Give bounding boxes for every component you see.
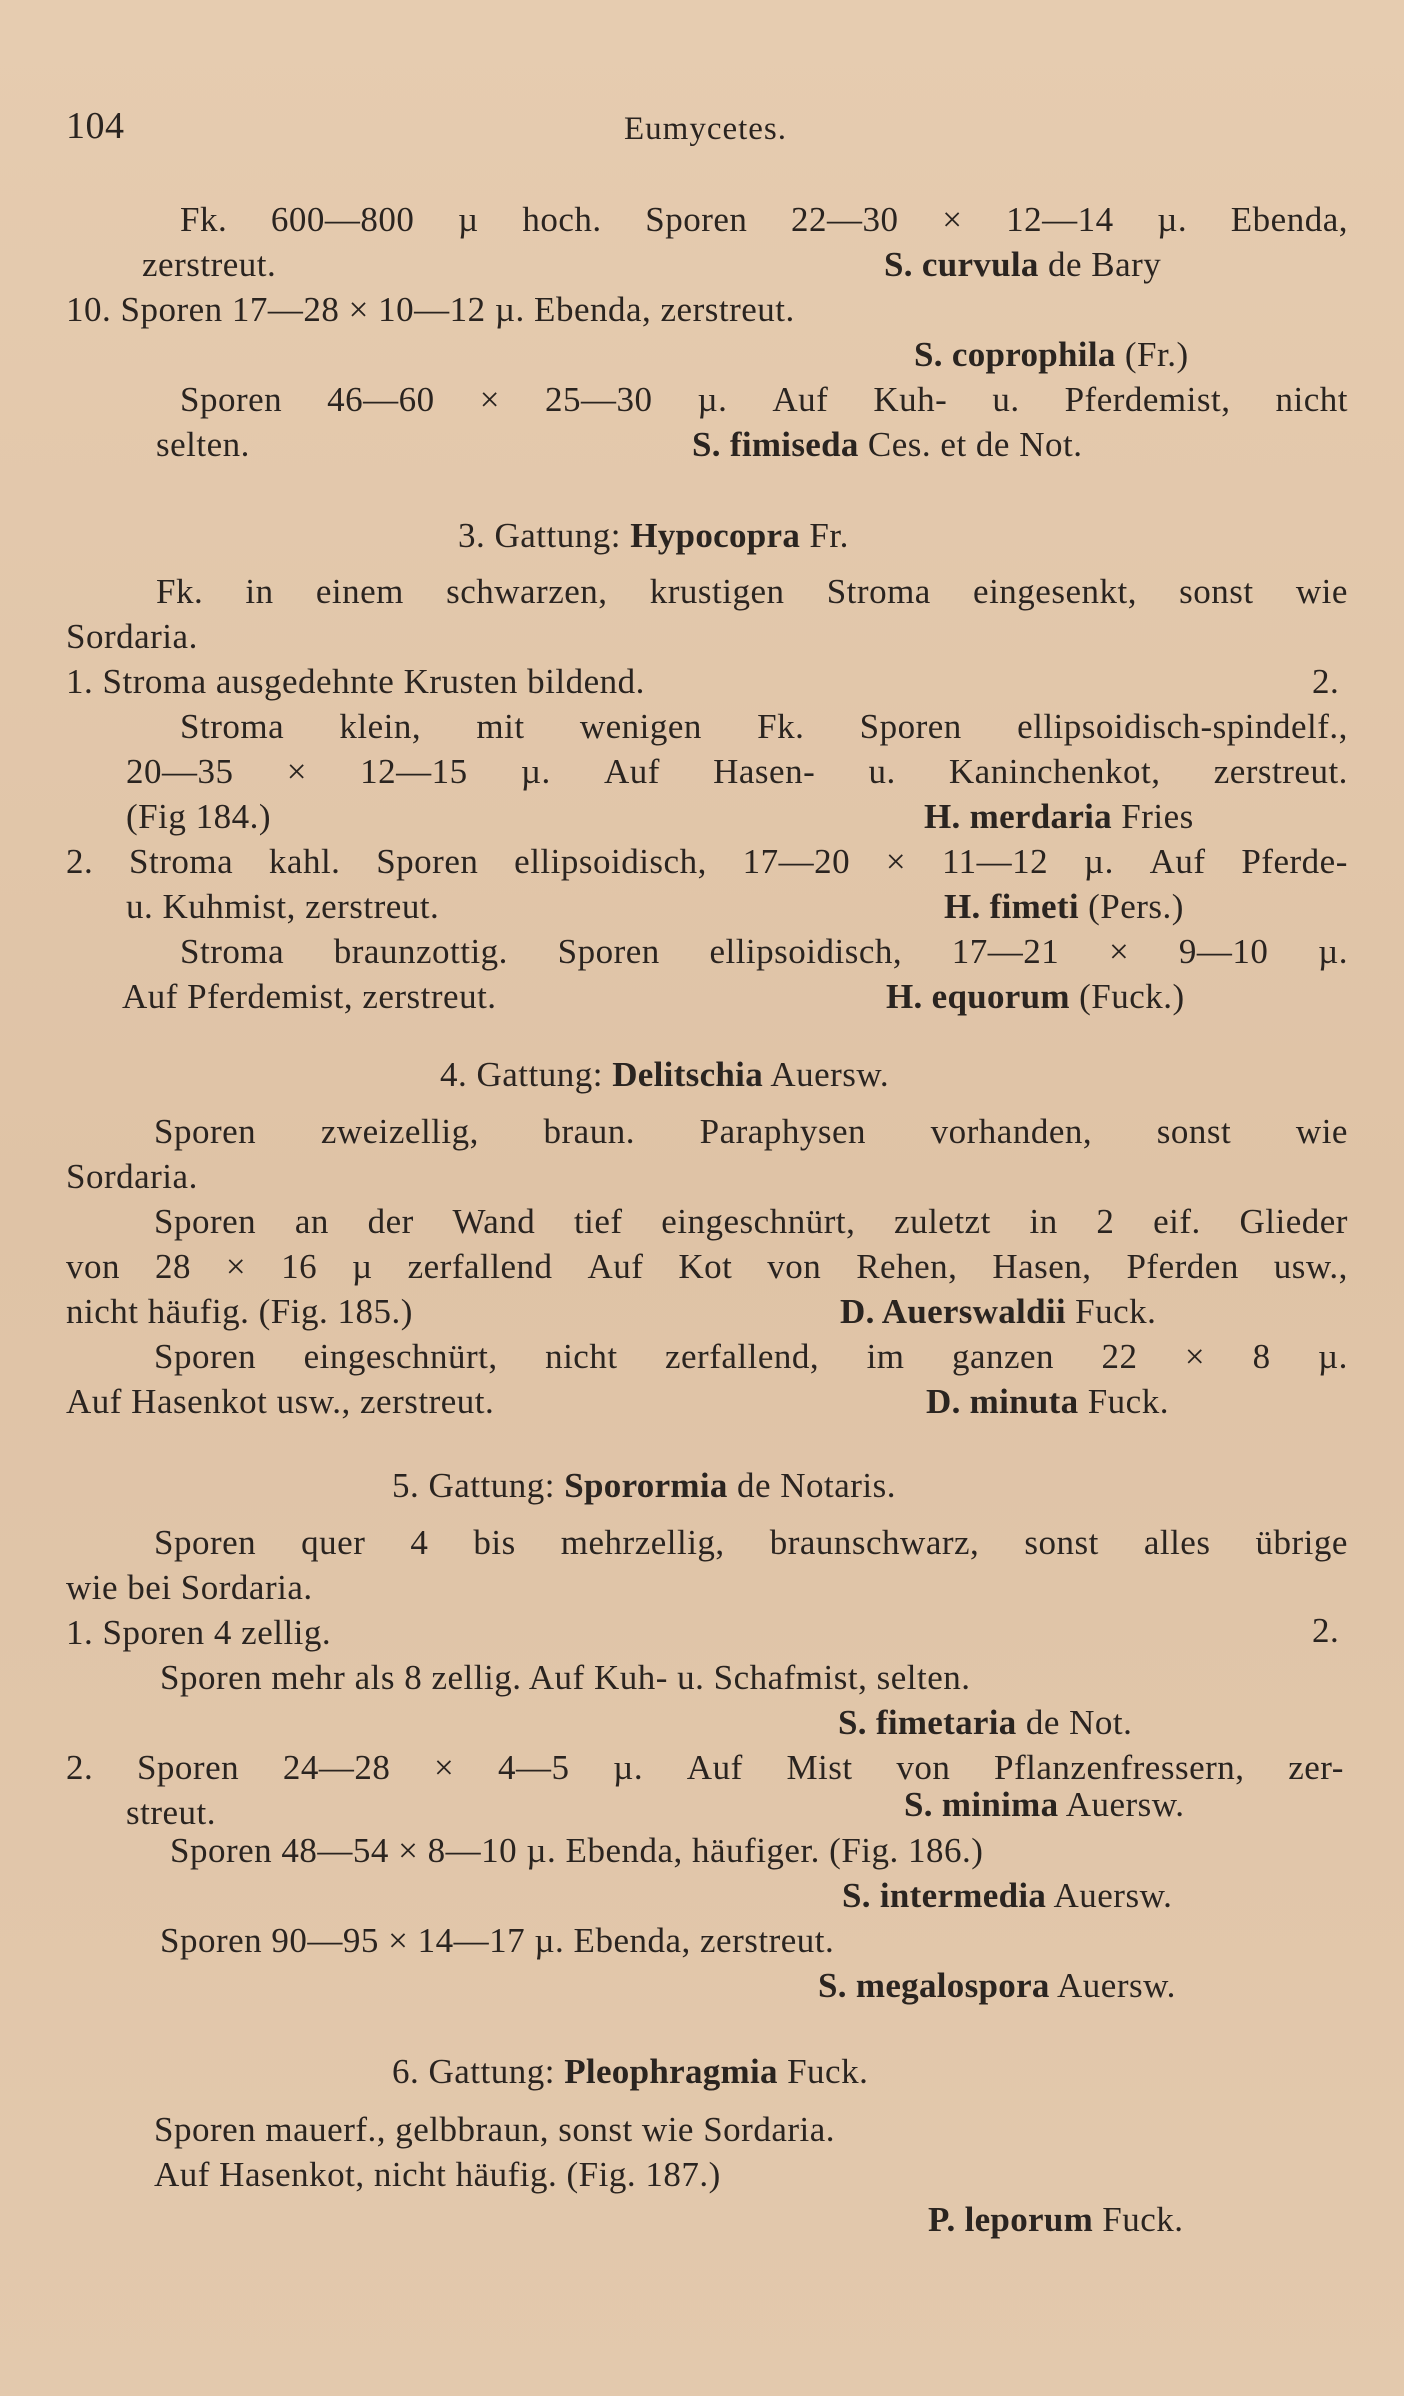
genus-name: Sporormia	[564, 1466, 728, 1505]
genus-author: Fr.	[809, 516, 849, 555]
text-line: Sporen eingeschnürt, nicht zerfallend, im ganzen 22 × 8 µ.	[154, 1337, 1348, 1376]
key-line: 1. Sporen 4 zellig.	[66, 1613, 332, 1652]
text-line: Fk. 600—800 µ hoch. Sporen 22—30 × 12—14 µ. Ebenda,	[180, 200, 1348, 239]
species-author: Fries	[1121, 797, 1194, 836]
species-entry	[944, 885, 1184, 929]
heading-prefix: 3. Gattung:	[458, 516, 621, 555]
genus-author: Fuck.	[787, 2052, 869, 2091]
text-line: Sporen quer 4 bis mehrzellig, braunschwarz, sonst alles übrige	[154, 1523, 1348, 1562]
species-name: H. fimeti	[944, 887, 1079, 926]
species-name: S. fimiseda	[692, 425, 859, 464]
text-line: 2. Stroma kahl. Sporen ellipsoidisch, 17—20 × 11—12 µ. Auf Pferde-	[66, 842, 1348, 881]
text-line: Sporen mehr als 8 zellig. Auf Kuh- u. Schafmist, selten.	[160, 1658, 971, 1697]
text-line: Stroma braunzottig. Sporen ellipsoidisch, 17—21 × 9—10 µ.	[180, 932, 1348, 971]
heading-prefix: 5. Gattung:	[392, 1466, 555, 1505]
species-author: Auersw.	[1065, 1785, 1185, 1824]
species-entry	[914, 333, 1189, 377]
species-author: Fuck.	[1075, 1292, 1157, 1331]
species-name: H. merdaria	[924, 797, 1112, 836]
species-author: Auersw.	[1057, 1966, 1176, 2005]
text-line: 10. Sporen 17—28 × 10—12 µ. Ebenda, zerstreut.	[66, 290, 795, 329]
text-line: 2. Sporen 24—28 × 4—5 µ. Auf Mist von Pflanzenfressern, zer-	[66, 1748, 1344, 1787]
species-entry	[886, 975, 1185, 1019]
text-line: Sordaria.	[66, 1157, 198, 1196]
text-line: Sporen 90—95 × 14—17 µ. Ebenda, zerstreut.	[160, 1921, 835, 1960]
species-entry	[840, 1290, 1156, 1334]
species-entry	[924, 795, 1194, 839]
species-entry	[692, 423, 1082, 467]
text-line: von 28 × 16 µ zerfallend Auf Kot von Rehen, Hasen, Pferden usw.,	[66, 1247, 1348, 1286]
genus-name: Hypocopra	[630, 516, 801, 555]
species-author: (Pers.)	[1088, 887, 1184, 926]
species-entry	[884, 243, 1161, 287]
species-author: Ces. et de Not.	[867, 425, 1083, 464]
text-line: streut.	[126, 1793, 217, 1832]
key-reference: 2.	[1312, 662, 1340, 701]
species-author: (Fr.)	[1124, 335, 1189, 374]
species-entry	[818, 1964, 1176, 2008]
text-line: Sporen 46—60 × 25—30 µ. Auf Kuh- u. Pferdemist, nicht	[180, 380, 1348, 419]
species-entry	[838, 1701, 1132, 1745]
text-line: nicht häufig. (Fig. 185.)	[66, 1292, 413, 1331]
genus-name: Pleophragmia	[564, 2052, 778, 2091]
text-line: Sporen zweizellig, braun. Paraphysen vorhanden, sonst wie	[154, 1112, 1348, 1151]
page-number: 104	[66, 105, 125, 147]
species-entry	[842, 1874, 1172, 1918]
heading-prefix: 4. Gattung:	[440, 1055, 603, 1094]
text-line: Auf Hasenkot, nicht häufig. (Fig. 187.)	[154, 2155, 721, 2194]
species-author: (Fuck.)	[1079, 977, 1185, 1016]
species-name: S. minima	[904, 1785, 1059, 1824]
species-author: de Bary	[1047, 245, 1162, 284]
species-name: D. Auerswaldii	[840, 1292, 1066, 1331]
section-heading	[440, 1053, 889, 1097]
species-entry	[904, 1783, 1185, 1827]
species-name: S. intermedia	[842, 1876, 1047, 1915]
text-line: Auf Hasenkot usw., zerstreut.	[66, 1382, 495, 1421]
key-line: 1. Stroma ausgedehnte Krusten bildend.	[66, 662, 645, 701]
species-name: D. minuta	[926, 1382, 1079, 1421]
species-author: Auersw.	[1053, 1876, 1173, 1915]
genus-name: Delitschia	[612, 1055, 763, 1094]
section-heading	[392, 1464, 896, 1508]
text-line: zerstreut.	[142, 245, 277, 284]
species-name: S. coprophila	[914, 335, 1116, 374]
species-name: P. leporum	[928, 2200, 1094, 2239]
text-line: wie bei Sordaria.	[66, 1568, 313, 1607]
text-line: Auf Pferdemist, zerstreut.	[122, 977, 497, 1016]
species-author: de Not.	[1025, 1703, 1133, 1742]
text-line: Stroma klein, mit wenigen Fk. Sporen ellipsoidisch-spindelf.,	[180, 707, 1348, 746]
text-line: u. Kuhmist, zerstreut.	[126, 887, 440, 926]
species-entry	[928, 2198, 1184, 2242]
genus-author: Auersw.	[770, 1055, 890, 1094]
text-line: Sporen an der Wand tief eingeschnürt, zuletzt in 2 eif. Glieder	[154, 1202, 1348, 1241]
key-reference: 2.	[1312, 1611, 1340, 1650]
text-line: (Fig 184.)	[126, 797, 271, 836]
section-heading	[458, 514, 849, 558]
heading-prefix: 6. Gattung:	[392, 2052, 555, 2091]
text-line: 20—35 × 12—15 µ. Auf Hasen- u. Kaninchenkot, zerstreut.	[126, 752, 1348, 791]
species-name: H. equorum	[886, 977, 1070, 1016]
species-author: Fuck.	[1087, 1382, 1169, 1421]
species-author: Fuck.	[1102, 2200, 1184, 2239]
genus-author: de Notaris.	[736, 1466, 897, 1505]
section-heading	[392, 2050, 868, 2094]
species-name: S. fimetaria	[838, 1703, 1017, 1742]
text-line: Sporen 48—54 × 8—10 µ. Ebenda, häufiger. (Fig. 186.)	[170, 1831, 984, 1870]
species-name: S. megalospora	[818, 1966, 1050, 2005]
species-entry	[926, 1380, 1169, 1424]
running-title: Eumycetes.	[624, 111, 788, 147]
text-line: Sordaria.	[66, 617, 198, 656]
text-line: selten.	[156, 425, 250, 464]
text-line: Fk. in einem schwarzen, krustigen Stroma eingesenkt, sonst wie	[156, 572, 1348, 611]
text-line: Sporen mauerf., gelbbraun, sonst wie Sordaria.	[154, 2110, 836, 2149]
species-name: S. curvula	[884, 245, 1039, 284]
